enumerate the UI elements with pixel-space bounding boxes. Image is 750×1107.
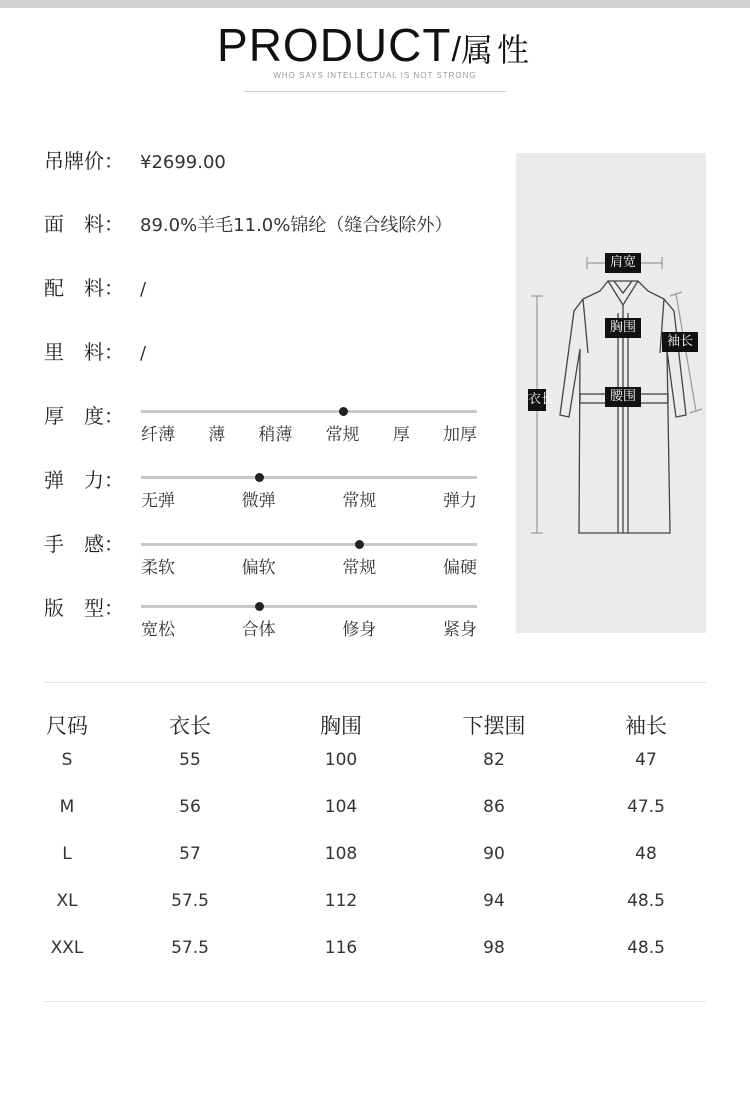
table-cell: 56 [179,797,201,817]
scale-track [141,543,477,546]
table-cell: XL [56,891,78,911]
label-chest: 胸围 [605,318,641,338]
scale-option: 无弹 [141,491,175,511]
scale-option: 常规 [342,558,377,578]
label-sleeve-length: 袖长 [662,332,698,352]
title-underline [244,91,506,92]
scale-indicator [339,407,348,416]
scale-options [141,553,477,578]
table-cell: XXL [50,938,84,958]
table-row [44,750,706,797]
scale-elasticity-label: 弹 力： [44,468,124,492]
label-length: 衣长 [528,389,546,411]
scale-options [141,615,477,640]
divider [44,1001,706,1002]
attr-accessory [44,274,146,302]
label-shoulder-width: 肩宽 [605,253,641,273]
table-cell: 116 [324,938,358,958]
table-row [44,844,706,891]
table-cell: 47.5 [627,797,665,817]
header-cell: 衣长 [169,714,211,738]
scale-option: 弹力 [442,491,477,511]
table-cell: 100 [324,750,358,770]
attr-label: 里 料： [44,340,124,364]
attr-value: ¥2699.00 [140,152,226,173]
table-row [44,797,706,844]
attr-value: 89.0%羊毛11.0%锦纶（缝合线除外） [140,215,453,236]
scale-option: 偏硬 [442,558,477,578]
header-cell: 袖长 [625,714,667,738]
title-english: PRODUCT [217,19,452,71]
scale-option: 宽松 [141,620,175,640]
table-cell: 86 [483,797,505,817]
attr-fabric [44,210,452,238]
table-cell: 104 [324,797,358,817]
scale-option: 常规 [325,425,360,445]
table-cell: 94 [483,891,505,911]
scale-track [141,410,477,413]
table-header [44,710,706,750]
coat-measurement-diagram [516,153,706,633]
attr-price [44,147,226,175]
table-cell: L [62,844,72,864]
table-cell: 48.5 [627,891,665,911]
title-slash: / [451,31,461,69]
scale-option: 偏软 [241,558,276,578]
table-cell: S [61,750,73,770]
scale-indicator [255,602,264,611]
scale-indicator [355,540,364,549]
scale-option: 微弹 [241,491,276,511]
scale-option: 厚 [392,425,410,445]
scale-track [141,605,477,608]
header-cell: 下摆围 [462,714,526,738]
scale-option: 合体 [241,620,276,640]
subtitle: WHO SAYS INTELLECTUAL IS NOT STRONG [273,71,477,80]
scale-feel-label: 手 感： [44,532,124,556]
table-cell: 90 [483,844,505,864]
attr-label: 吊牌价： [44,149,124,173]
table-cell: M [59,797,75,817]
size-table [44,710,706,985]
label-waist: 腰围 [605,387,641,407]
table-cell: 57.5 [171,891,209,911]
header-cell: 胸围 [320,714,362,738]
scale-options [141,420,477,445]
scale-option: 加厚 [442,425,477,445]
table-cell: 98 [483,938,505,958]
table-cell: 82 [483,750,505,770]
attr-value: / [140,279,147,300]
scale-option: 薄 [208,425,226,445]
attr-lining [44,338,146,366]
table-cell: 57 [179,844,201,864]
scale-options [141,486,477,511]
scale-indicator [255,473,264,482]
table-cell: 48.5 [627,938,665,958]
scale-fit-label: 版 型： [44,596,124,620]
attr-value: / [140,343,147,364]
title-chinese: 属性 [460,31,533,69]
page-title [0,18,750,72]
scale-option: 修身 [342,620,377,640]
table-cell: 48 [635,844,657,864]
scale-option: 稍薄 [258,425,293,445]
top-bar [0,0,750,8]
table-cell: 47 [635,750,657,770]
divider [44,682,706,683]
table-cell: 55 [179,750,201,770]
attr-label: 配 料： [44,276,124,300]
scale-option: 柔软 [141,558,175,578]
table-row [44,891,706,938]
header-cell: 尺码 [46,714,88,738]
table-cell: 112 [324,891,358,911]
scale-track [141,476,477,479]
attr-label: 面 料： [44,212,124,236]
scale-thickness-label: 厚 度： [44,404,124,428]
table-cell: 57.5 [171,938,209,958]
scale-option: 纤薄 [141,425,175,445]
table-cell: 108 [324,844,358,864]
scale-option: 常规 [342,491,377,511]
table-row [44,938,706,985]
scale-option: 紧身 [442,620,477,640]
